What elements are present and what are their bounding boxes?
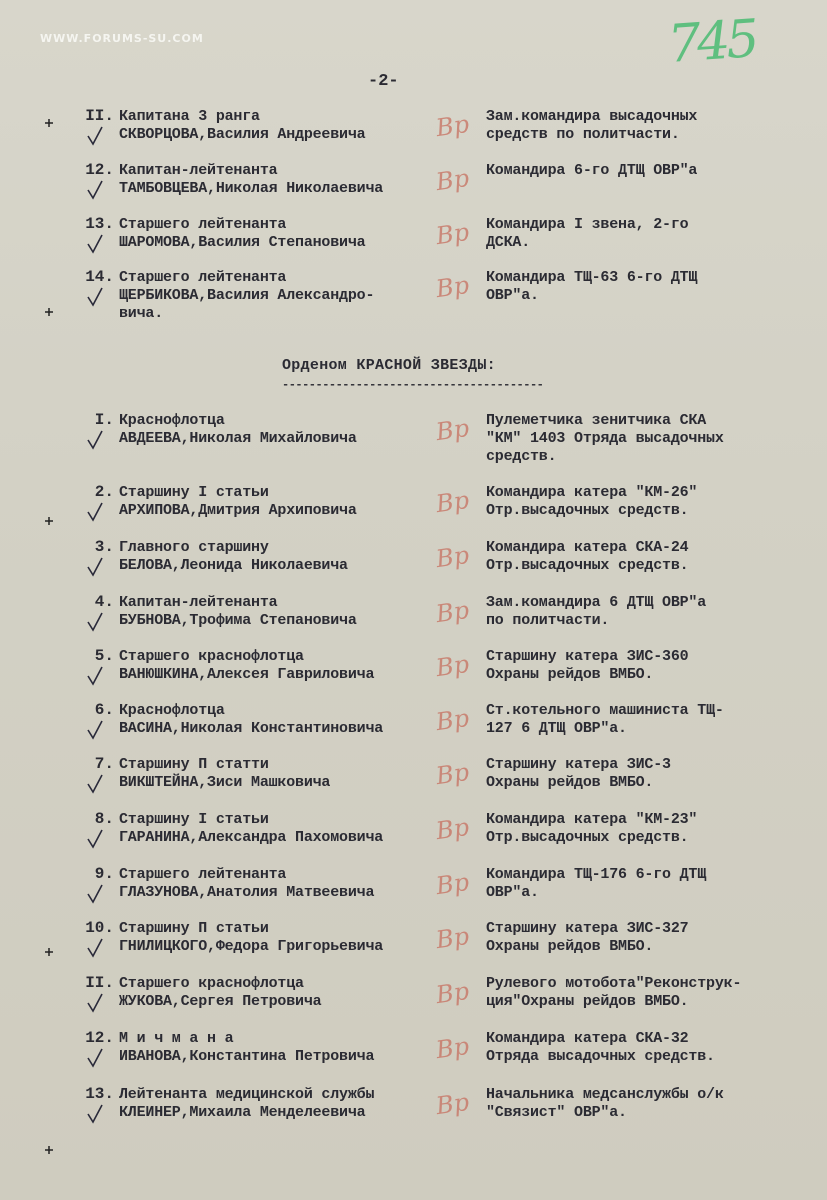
margin-mark-icon xyxy=(44,1145,54,1155)
approval-mark: Вр xyxy=(434,921,471,955)
checkmark-icon xyxy=(86,557,104,577)
entry-position: Пулеметчика зенитчика СКА "КМ" 1403 Отряда высадочных средств. xyxy=(486,412,724,465)
entry-position: Командира I звена, 2-го ДСКА. xyxy=(486,216,689,251)
entry-number: 13. xyxy=(85,215,114,233)
approval-mark: Вр xyxy=(434,485,471,519)
checkmark-icon xyxy=(86,180,104,200)
entry-rank: Старшину П статьи xyxy=(119,920,269,937)
checkmark-icon xyxy=(86,126,104,146)
entry-name: АРХИПОВА,Дмитрия Архиповича xyxy=(119,502,357,519)
approval-mark: Вр xyxy=(434,109,471,143)
entry-person xyxy=(119,702,474,738)
section-heading: Орденом КРАСНОЙ ЗВЕЗДЫ: xyxy=(282,357,496,374)
approval-mark: Вр xyxy=(434,217,471,251)
entry-name: КЛЕИНЕР,Михаила Менделеевича xyxy=(119,1104,366,1121)
entry-rank: Капитан-лейтенанта xyxy=(119,162,278,179)
entry-person xyxy=(119,269,474,323)
entry-person xyxy=(119,1086,474,1122)
approval-mark: Вр xyxy=(434,649,471,683)
entry-number: 14. xyxy=(85,268,114,286)
margin-mark-icon xyxy=(44,118,54,128)
entry-rank: Старшего лейтенанта xyxy=(119,866,287,883)
entry-person xyxy=(119,484,474,520)
checkmark-icon xyxy=(86,1048,104,1068)
entry-name: ВИКШТЕЙНА,Зиси Машковича xyxy=(119,774,331,791)
entry-name: ЩЕРБИКОВА,Василия Александро- вича. xyxy=(119,287,375,322)
section-rule: --------------------------------------- xyxy=(282,378,544,392)
entry-person xyxy=(119,108,474,144)
margin-mark-icon xyxy=(44,947,54,957)
entry-position: Старшину катера ЗИС-327 Охраны рейдов ВМБО. xyxy=(486,920,689,955)
entry-number: 8. xyxy=(94,810,114,828)
margin-mark-icon xyxy=(44,516,54,526)
entry-name: ГНИЛИЦКОГО,Федора Григорьевича xyxy=(119,938,384,955)
checkmark-icon xyxy=(86,774,104,794)
entry-person xyxy=(119,811,474,847)
entry-number: 4. xyxy=(94,593,114,611)
approval-mark: Вр xyxy=(434,413,471,447)
entry-position: Старшину катера ЗИС-3 Охраны рейдов ВМБО. xyxy=(486,756,671,791)
entry-position: Старшину катера ЗИС-360 Охраны рейдов ВМБО. xyxy=(486,648,689,683)
approval-mark: Вр xyxy=(434,1087,471,1121)
approval-mark: Вр xyxy=(434,867,471,901)
checkmark-icon xyxy=(86,829,104,849)
entry-position: Зам.командира высадочных средств по политчасти. xyxy=(486,108,698,143)
margin-mark-icon xyxy=(44,307,54,317)
entry-rank: Краснофлотца xyxy=(119,412,225,429)
entry-number: 13. xyxy=(85,1085,114,1103)
entry-person xyxy=(119,162,474,198)
entry-person xyxy=(119,648,474,684)
entry-name: ВАСИНА,Николая Константиновича xyxy=(119,720,384,737)
approval-mark: Вр xyxy=(434,270,471,304)
entry-number: 3. xyxy=(94,538,114,556)
entry-rank: Главного старшину xyxy=(119,539,269,556)
entry-position: Командира 6-го ДТЩ ОВР"а xyxy=(486,162,698,179)
entry-number: II. xyxy=(85,107,114,125)
entry-rank: Старшего краснофлотца xyxy=(119,975,304,992)
entry-person xyxy=(119,1030,474,1066)
entry-name: СКВОРЦОВА,Василия Андреевича xyxy=(119,126,366,143)
entry-position: Командира катера "КМ-26" Отр.высадочных средств. xyxy=(486,484,698,519)
entry-name: ИВАНОВА,Константина Петровича xyxy=(119,1048,375,1065)
entry-rank: Капитан-лейтенанта xyxy=(119,594,278,611)
entry-name: ТАМБОВЦЕВА,Николая Николаевича xyxy=(119,180,384,197)
entry-person xyxy=(119,756,474,792)
entry-position: Рулевого мотобота"Реконструк- ция"Охраны рейдов ВМБО. xyxy=(486,975,742,1010)
entry-person xyxy=(119,412,474,448)
checkmark-icon xyxy=(86,1104,104,1124)
entry-number: II. xyxy=(85,974,114,992)
entry-name: ГЛАЗУНОВА,Анатолия Матвеевича xyxy=(119,884,375,901)
entry-number: 6. xyxy=(94,701,114,719)
entry-number: 7. xyxy=(94,755,114,773)
checkmark-icon xyxy=(86,502,104,522)
archive-number: 745 xyxy=(666,9,758,75)
entry-rank: Капитана 3 ранга xyxy=(119,108,260,125)
entry-name: АВДЕЕВА,Николая Михайловича xyxy=(119,430,357,447)
entry-person xyxy=(119,216,474,252)
entry-rank: Лейтенанта медицинской службы xyxy=(119,1086,375,1103)
entry-position: Начальника медсанслужбы о/к "Связист" ОВР"а. xyxy=(486,1086,724,1121)
approval-mark: Вр xyxy=(434,540,471,574)
approval-mark: Вр xyxy=(434,757,471,791)
entry-rank: Старшину I статьи xyxy=(119,811,269,828)
approval-mark: Вр xyxy=(434,595,471,629)
approval-mark: Вр xyxy=(434,703,471,737)
checkmark-icon xyxy=(86,612,104,632)
entry-number: 9. xyxy=(94,865,114,883)
entry-name: БУБНОВА,Трофима Степановича xyxy=(119,612,357,629)
entry-rank: Старшину I статьи xyxy=(119,484,269,501)
entry-person xyxy=(119,975,474,1011)
entry-person xyxy=(119,920,474,956)
entry-name: ЖУКОВА,Сергея Петровича xyxy=(119,993,322,1010)
approval-mark: Вр xyxy=(434,976,471,1010)
checkmark-icon xyxy=(86,720,104,740)
entry-rank: Старшего лейтенанта xyxy=(119,216,287,233)
entry-rank: Краснофлотца xyxy=(119,702,225,719)
checkmark-icon xyxy=(86,666,104,686)
entry-position: Зам.командира 6 ДТЩ ОВР"а по политчасти. xyxy=(486,594,707,629)
entry-number: 12. xyxy=(85,161,114,179)
entry-person xyxy=(119,594,474,630)
entry-position: Ст.котельного машиниста ТЩ- 127 6 ДТЩ ОВР"а. xyxy=(486,702,724,737)
checkmark-icon xyxy=(86,884,104,904)
entry-number: 10. xyxy=(85,919,114,937)
entry-position: Командира ТЩ-176 6-го ДТЩ ОВР"а. xyxy=(486,866,707,901)
entry-name: БЕЛОВА,Леонида Николаевича xyxy=(119,557,348,574)
entry-name: ВАНЮШКИНА,Алексея Гавриловича xyxy=(119,666,375,683)
entry-rank: Старшего краснофлотца xyxy=(119,648,304,665)
approval-mark: Вр xyxy=(434,163,471,197)
checkmark-icon xyxy=(86,938,104,958)
watermark: WWW.FORUMS-SU.COM xyxy=(40,32,204,45)
entry-position: Командира катера "КМ-23" Отр.высадочных средств. xyxy=(486,811,698,846)
checkmark-icon xyxy=(86,287,104,307)
entry-number: I. xyxy=(94,411,114,429)
entry-person xyxy=(119,866,474,902)
approval-mark: Вр xyxy=(434,1031,471,1065)
entry-name: ШАРОМОВА,Василия Степановича xyxy=(119,234,366,251)
checkmark-icon xyxy=(86,993,104,1013)
approval-mark: Вр xyxy=(434,812,471,846)
checkmark-icon xyxy=(86,430,104,450)
entry-position: Командира катера СКА-32 Отряда высадочных средств. xyxy=(486,1030,715,1065)
entry-rank: Старшего лейтенанта xyxy=(119,269,287,286)
entry-rank: Старшину П статти xyxy=(119,756,269,773)
entry-position: Командира ТЩ-63 6-го ДТЩ ОВР"а. xyxy=(486,269,698,304)
entry-position: Командира катера СКА-24 Отр.высадочных средств. xyxy=(486,539,689,574)
checkmark-icon xyxy=(86,234,104,254)
entry-number: 12. xyxy=(85,1029,114,1047)
entry-name: ГАРАНИНА,Александра Пахомовича xyxy=(119,829,384,846)
entry-number: 5. xyxy=(94,647,114,665)
entry-rank: М и ч м а н а xyxy=(119,1030,234,1047)
page-number: -2- xyxy=(368,72,399,91)
entry-number: 2. xyxy=(94,483,114,501)
entry-person xyxy=(119,539,474,575)
